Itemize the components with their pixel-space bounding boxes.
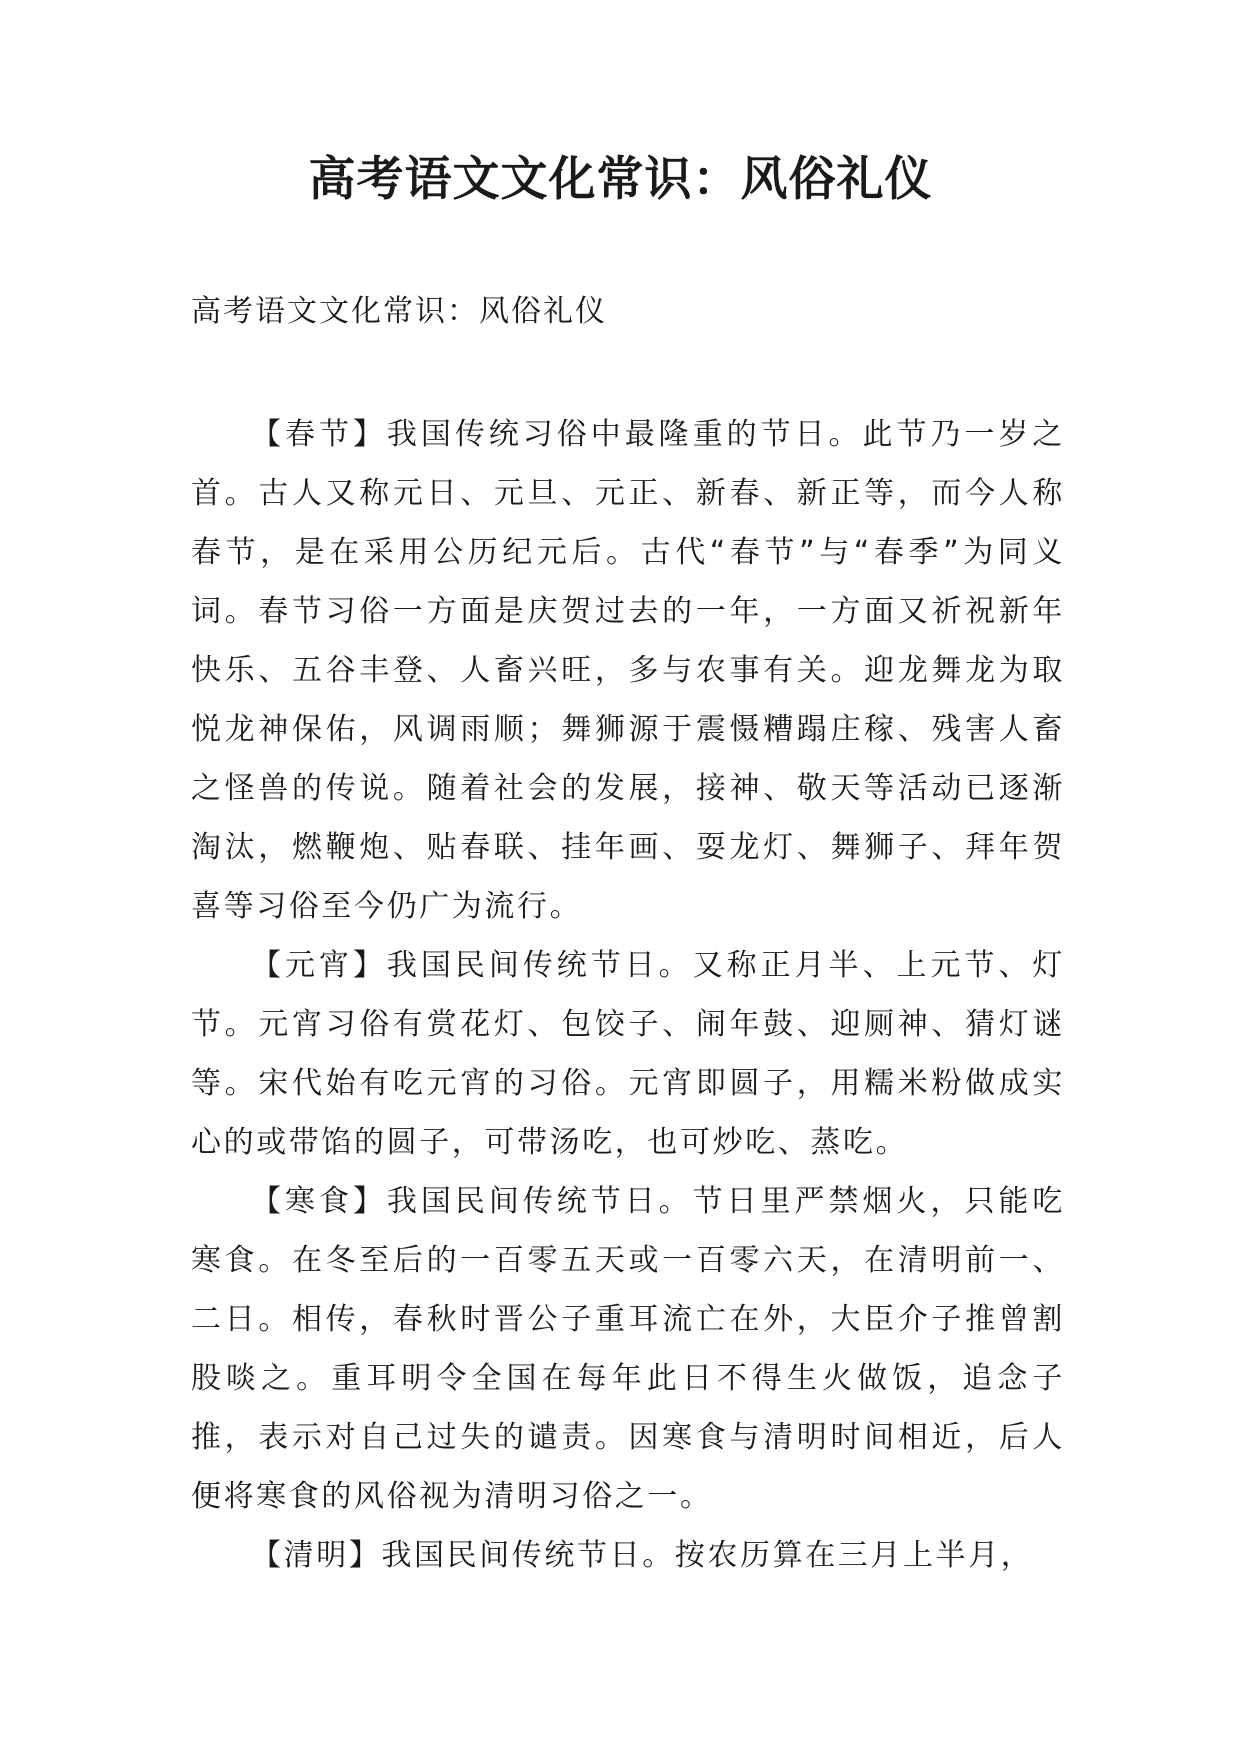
paragraph-cold-food-festival: 【寒食】我国民间传统节日。节日里严禁烟火，只能吃寒食。在冬至后的一百零五天或一百零六天，在清明前一、二日。相传，春秋时晋公子重耳流亡在外，大臣介子推曾割股啖之。重耳明令全国在每年此日不得生火做饭，追念子推，表示对自己过失的谴责。因寒食与清明时间相近，后人便将寒食的风俗视为清明习俗之一。 (191, 1184, 1065, 1514)
paragraph-spring-festival: 【春节】我国传统习俗中最隆重的节日。此节乃一岁之首。古人又称元日、元旦、元正、新春、新正等，而今人称春节，是在采用公历纪元后。古代“春节”与“春季”为同义词。春节习俗一方面是庆贺过去的一年，一方面又祈祝新年快乐、五谷丰登、人畜兴旺，多与农事有关。迎龙舞龙为取悦龙神保佑，风调雨顺；舞狮源于震慑糟蹋庄稼、残害人畜之怪兽的传说。随着社会的发展，接神、敬天等活动已逐渐淘汰，燃鞭炮、贴春联、挂年画、耍龙灯、舞狮子、拜年贺喜等习俗至今仍广为流行。 (191, 417, 1065, 924)
paragraph-qingming-festival: 【清明】我国民间传统节日。按农历算在三月上半月， (251, 1538, 1034, 1573)
document-body (191, 405, 1065, 1585)
paragraph-lantern-festival: 【元宵】我国民间传统节日。又称正月半、上元节、灯节。元宵习俗有赏花灯、包饺子、闹年鼓、迎厕神、猜灯谜等。宋代始有吃元宵的习俗。元宵即圆子，用糯米粉做成实心的或带馅的圆子，可带汤吃，也可炒吃、蒸吃。 (191, 948, 1065, 1160)
document-subtitle: 高考语文文化常识：风俗礼仪 (191, 294, 607, 329)
document-title: 高考语文文化常识：风俗礼仪 (308, 152, 933, 207)
